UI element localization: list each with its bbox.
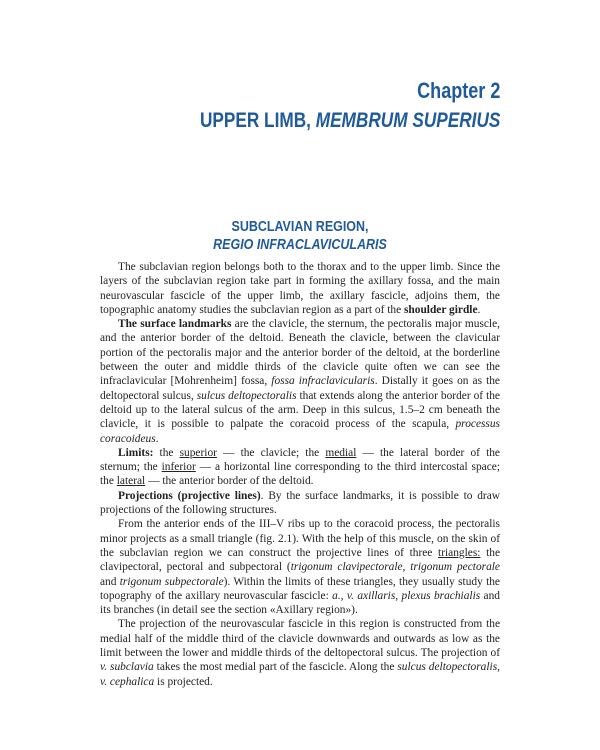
text-run: ). Within the limits of these triangles, they usually study the topography of the axillary neurovascular fascicle: — [100, 575, 500, 602]
text-run: — a horizontal line corresponding to the third intercostal space; the — [100, 461, 500, 488]
underlined-term: medial — [325, 446, 357, 459]
latin-term: sulcus deltopectoralis, v. cephalica — [100, 661, 500, 688]
paragraph-limits — [100, 446, 500, 489]
paragraph-surface-landmarks — [100, 317, 500, 446]
bold-term: shoulder girdle — [403, 303, 478, 316]
latin-term: a., v. axillaris, plexus brachialis — [332, 589, 481, 602]
text-run: . — [477, 303, 481, 316]
paragraph-pectoralis-minor — [100, 517, 500, 617]
text-run: . — [155, 432, 159, 445]
text-run: that extends along the anterior border of the deltoid up to the lateral sulcus of the arm. Deep in this sulcus, 1.5–2 cm beneath the clavicle, it is possible to palpate the coracoid process of the scapula, — [100, 389, 500, 431]
section-heading — [0, 218, 600, 254]
bold-term: Limits: — [118, 446, 154, 459]
text-run: the — [153, 446, 180, 459]
text-run: the clavipectoral, pectoral and subpectoral ( — [100, 546, 500, 574]
text-run: and — [100, 575, 120, 588]
section-title: SUBCLAVIAN REGION, — [231, 219, 369, 235]
body-text — [100, 260, 500, 689]
text-run: — the anterior border of the deltoid. — [145, 475, 314, 488]
text-run: and its branches (in detail see the section «Axillary region»). — [100, 589, 500, 617]
paragraph-projections — [100, 489, 500, 518]
text-run: The projection of the neurovascular fascicle in this region is constructed from the medial half of the middle third of the clavicle downwards and outwards as low as the limit between the lower and middle thirds of the deltopectoral sulcus. The projection of — [100, 618, 500, 660]
section-title-latin: REGIO INFRACLAVICULARIS — [213, 237, 387, 253]
latin-term: sulcus deltopectoralis — [196, 389, 297, 402]
text-run: . By the surface landmarks, it is possible to draw projections of the following structures. — [100, 489, 500, 517]
chapter-title-latin: MEMBRUM SUPERIUS — [315, 109, 500, 132]
text-run: — the clavicle; the — [216, 446, 326, 459]
latin-term: processus coracoideus — [100, 418, 500, 445]
bold-term: Projections (projective lines) — [118, 489, 261, 502]
latin-term: v. subclavia — [100, 661, 154, 674]
text-run: From the anterior ends of the III–V ribs up to the coracoid process, the pectoralis minor projects as a small triangle (fig. 2.1). With the help of this muscle, on the skin of the subclavian region we can construct the projective lines of three — [100, 518, 500, 559]
underlined-term: lateral — [116, 475, 146, 488]
underlined-term: inferior — [161, 461, 196, 474]
chapter-number: Chapter 2 — [416, 78, 500, 103]
chapter-title-main: UPPER LIMB, — [199, 109, 316, 132]
latin-term: trigonum clavipectorale, trigonum pectorale — [290, 561, 500, 574]
paragraph-intro — [100, 260, 500, 317]
text-run: — the lateral border of the sternum; the — [100, 446, 500, 474]
latin-term: fossa infraclavicularis — [271, 375, 375, 388]
text-run: The subclavian region belongs both to the thorax and to the upper limb. Since the layers of the subclavian region take part in forming the axillary fossa, and the main neurovascular fascicle of the upper limb, the axillary fascicle, adjoins them, the topographic anatomy studies the subclavian region as a part of the — [100, 261, 500, 316]
latin-term: trigonum subpectorale — [119, 575, 224, 588]
underlined-term: triangles: — [438, 546, 481, 559]
chapter-heading — [134, 78, 500, 134]
text-run: is projected. — [154, 675, 213, 688]
paragraph-neurovascular-projection — [100, 617, 500, 688]
text-run: are the clavicle, the sternum, the pectoralis major muscle, and the anterior border of the deltoid. Beneath the clavicle, between the clavicular portion of the pectoralis major and the anterior border of the deltoid, at the borderline between the outer and middle thirds of the clavicle quite often we can see the infraclavicular [Mohrenheim] fossa, — [100, 318, 500, 388]
text-run: . Distally it goes on as the deltopectoral sulcus, — [100, 375, 500, 402]
text-run: takes the most medial part of the fascicle. Along the — [153, 661, 398, 674]
bold-term: The surface landmarks — [118, 318, 232, 331]
underlined-term: superior — [179, 446, 217, 459]
chapter-title — [200, 108, 500, 134]
